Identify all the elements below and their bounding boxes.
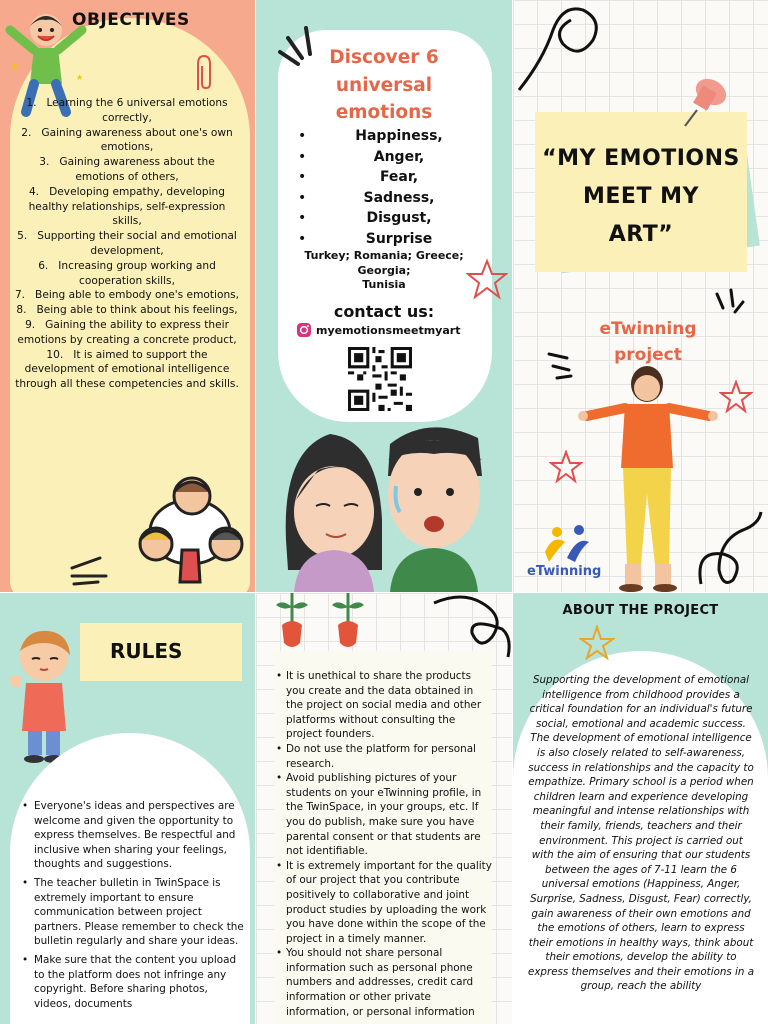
etwinning-project-label: eTwinning project <box>599 319 697 365</box>
emotion-item: • Disgust, <box>304 208 494 229</box>
svg-text:★: ★ <box>10 62 19 73</box>
rules-continued-panel <box>256 593 512 1024</box>
objectives-panel <box>0 0 255 592</box>
emotion-item: • Surprise <box>304 229 494 250</box>
rule-item: • Avoid publishing pictures of your students on your eTwinning profile, in the TwinSpace, in your groups, etc. If you do publish, make sure you have parental consent or that students are not identifiable. <box>286 771 492 859</box>
etwinning-logo-text: eTwinning <box>527 564 602 579</box>
rules-panel <box>0 593 255 1024</box>
about-panel <box>513 593 768 1024</box>
rule-item: • Do not use the platform for personal research. <box>286 742 492 771</box>
about-title: ABOUT THE PROJECT <box>562 603 719 618</box>
discover-title: Discover 6 universal emotions <box>329 47 439 123</box>
instagram-contact[interactable] <box>296 322 460 338</box>
contact-label: contact us: <box>333 302 435 321</box>
objectives-list <box>14 96 240 392</box>
group-of-people-illustration <box>130 470 250 588</box>
svg-text:★: ★ <box>76 73 84 82</box>
discover-panel <box>256 0 512 592</box>
emotion-item: • Anger, <box>304 147 494 168</box>
star-outline-icon <box>579 625 615 661</box>
objective-item: 9. Gaining the ability to express their emotions by creating a concrete product, <box>17 318 237 346</box>
objective-item: 2. Gaining awareness about one's own emotions, <box>21 126 233 154</box>
objectives-title: OBJECTIVES <box>72 10 190 30</box>
etwinning-logo-icon <box>539 522 595 564</box>
star-outline-icon <box>466 258 508 300</box>
sparkle-lines-icon <box>70 556 110 586</box>
instagram-icon <box>296 322 312 338</box>
rules-title-box <box>80 623 242 681</box>
rules-continued-list <box>286 669 492 1019</box>
objective-item: 5. Supporting their social and emotional development, <box>17 230 237 257</box>
objective-item: 7. Being able to embody one's emotions, <box>14 289 240 302</box>
objective-item: 8. Being able to think about his feelings, <box>16 304 238 317</box>
paperclip-icon <box>192 54 216 94</box>
squiggle-decoration <box>693 510 767 590</box>
rule-item: • It is extremely important for the quality of our project that you contribute positively to collaborative and joint product studies by uploading the work you have done within the scope of the project in a timely manner. <box>286 859 492 947</box>
squiggle-decoration <box>513 0 613 100</box>
flowers-decoration <box>270 593 370 657</box>
emotions-list <box>304 126 494 250</box>
emotion-item: • Happiness, <box>304 126 494 147</box>
objective-item: 4. Developing empathy, developing healthy relationships, self-expression skills, <box>28 185 226 228</box>
objective-item: 6. Increasing group working and cooperation skills, <box>38 259 216 287</box>
qr-code[interactable] <box>348 347 412 411</box>
rule-item: • Make sure that the content you upload to the platform does not infringe any copyright. Before sharing photos, videos, documents <box>34 953 246 1011</box>
star-outline-icon <box>719 380 753 414</box>
emotion-item: • Fear, <box>304 167 494 188</box>
pushpin-icon <box>677 70 737 130</box>
about-text: Supporting the development of emotional intelligence from childhood provides a critical foundation for an individual's future social, emotional and academic success. The development of emotional intelligence is also closely related to self-awareness, success in relationships and the capacity to empathize. Primary school is a period when children learn and experience developing meaningful and intense relationships with their family, friends, teachers and their environment. This project is carried out with the aim of ensuring that our students between the ages of 7-11 learn the 6 universal emotions (Happiness, Anger, Surprise, Sadness, Disgust, Fear) correctly, gain awareness of their own emotions and the emotions of others, learn to express their emotions in healthy ways, think about their emotions, develop the ability to express themselves and their emotions in a group, reach the ability <box>528 674 754 993</box>
worried-children-illustration <box>278 420 508 592</box>
emotion-item: • Sadness, <box>304 188 494 209</box>
rules-title: RULES <box>110 639 183 663</box>
partner-countries: Turkey; Romania; Greece; Georgia; Tunisia <box>304 249 464 291</box>
cover-panel <box>513 0 768 592</box>
rules-list <box>34 799 246 1015</box>
rule-item: • You should not share personal information such as personal phone numbers and addresses, credit card information or other private information, or personal information <box>286 946 492 1019</box>
rule-item: • The teacher bulletin in TwinSpace is extremely important to ensure communication between project partners. Please remember to check the bulletin regularly and share your ideas. <box>34 876 246 949</box>
project-title: “MY EMOTIONS MEET MY ART” <box>542 146 740 247</box>
objective-item: 10. It is aimed to support the development of emotional intelligence through all these competencies and skills. <box>15 348 239 391</box>
instagram-handle: myemotionsmeetmyart <box>316 323 461 337</box>
rule-item: • It is unethical to share the products you create and the data obtained in the project on social media and other platforms without consulting the project founders. <box>286 669 492 742</box>
objective-item: 3. Gaining awareness about the emotions of others, <box>39 156 215 183</box>
objective-item: 1. Learning the 6 universal emotions correctly, <box>26 97 228 124</box>
star-outline-icon <box>549 450 583 484</box>
rule-item: • Everyone's ideas and perspectives are welcome and given the opportunity to express themselves. Be respectful and inclusive when sharing your feelings, thoughts and suggestions. <box>34 799 246 872</box>
